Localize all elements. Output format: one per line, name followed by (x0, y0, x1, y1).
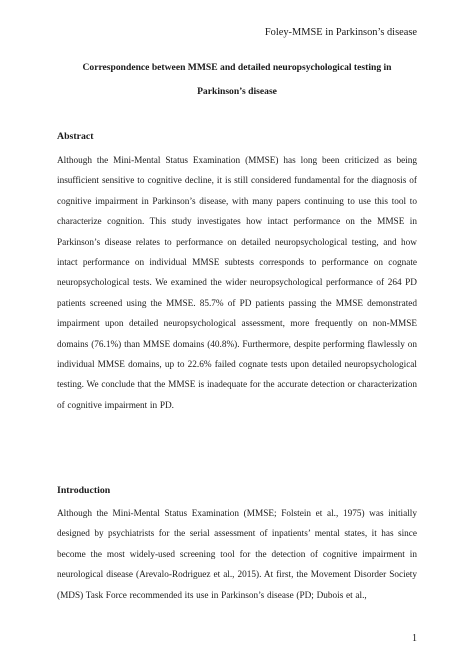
paper-title-line-2: Parkinson’s disease (197, 86, 277, 97)
introduction-text: Although the Mini-Mental Status Examination (MMSE; Folstein et al., 1975) was initially designed by psychiatrists for the serial assessment of inpatients’ mental states, it has since become the most widely-used screening tool for the detection of cognitive impairment in neurological disease (Arevalo-Rodriguez et al., 2015). At first, the Movement Disorder Society (MDS) Task Force recommended its use in Parkinson’s disease (PD; Dubois et al., (57, 509, 417, 601)
abstract-heading: Abstract (57, 131, 94, 142)
paper-title (57, 56, 417, 104)
abstract-text: Although the Mini-Mental Status Examination (MMSE) has long been criticized as being insufficient sensitive to cognitive decline, it is still considered fundamental for the diagnosis of cognitive impairment in Parkinson’s disease, with many papers continuing to use this tool to characterize cognition. This study investigates how intact performance on the MMSE in Parkinson’s disease relates to performance on detailed neuropsychological testing, and how intact performance on individual MMSE subtests corresponds to performance on cognate neuropsychological tests. We examined the wider neuropsychological performance of 264 PD patients screened using the MMSE. 85.7% of PD patients passing the MMSE demonstrated impairment upon detailed neuropsychological assessment, more frequently on non-MMSE domains (76.1%) than MMSE domains (40.8%). Furthermore, despite performing flawlessly on individual MMSE domains, up to 22.6% failed cognate tests upon detailed neuropsychological testing. We conclude that the MMSE is inadequate for the accurate detection or characterization of cognitive impairment in PD. (57, 156, 417, 411)
paper-title-line-1: Correspondence between MMSE and detailed neuropsychological testing in (82, 62, 392, 73)
running-head: Foley-MMSE in Parkinson’s disease (264, 27, 417, 38)
introduction-heading: Introduction (57, 485, 111, 496)
page-number: 1 (412, 633, 417, 644)
